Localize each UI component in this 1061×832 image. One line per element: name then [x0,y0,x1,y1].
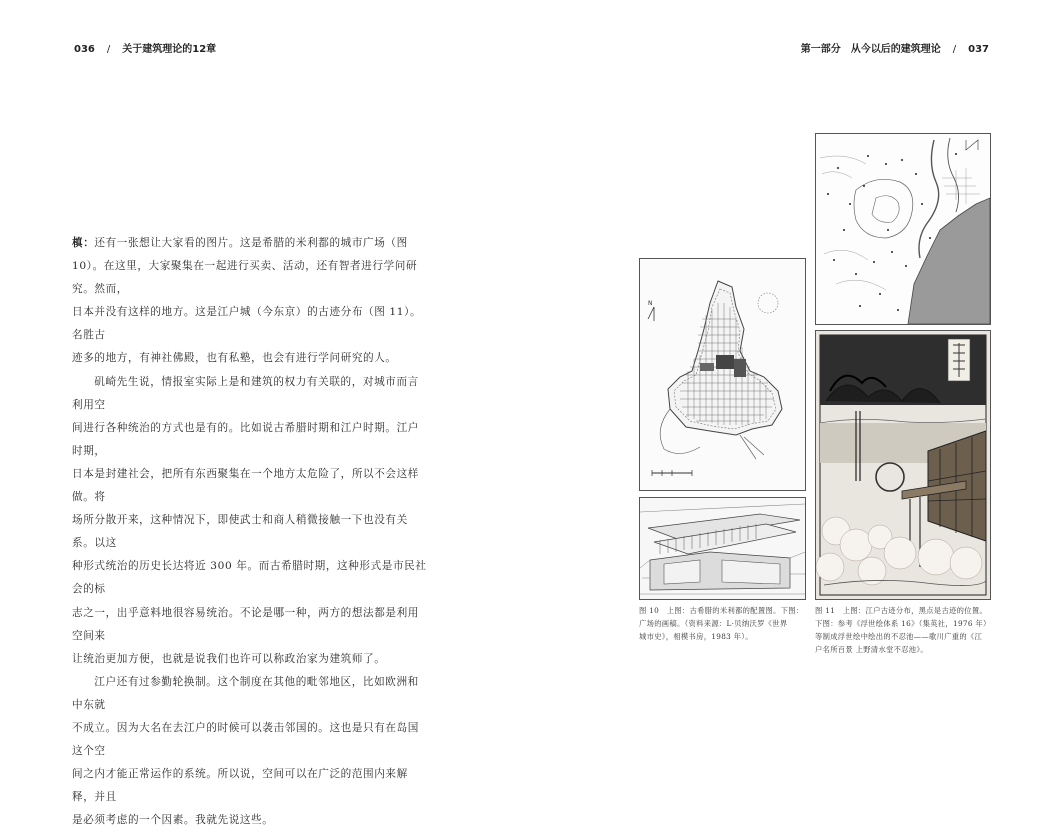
right-page-header [801,40,989,55]
text-line: 矶崎先生说，情报室实际上是和建筑的权力有关联的，对城市而言利用空 [72,375,419,411]
left-page-header [74,40,216,55]
figure-10-caption [639,604,807,643]
edo-sites-map-drawing [816,134,990,324]
text-line: 10）。在这里，大家聚集在一起进行买卖、活动，还有智者进行学问研究。然而， [72,260,418,296]
miletus-plan-figure [639,258,806,491]
text-line: 日本是封建社会，把所有东西聚集在一个地方太危险了，所以不会这样做。将 [72,467,420,504]
section-title: 第一部分 从今以后的建筑理论 [800,44,941,55]
agora-sketch-figure [639,497,806,600]
book-title: 关于建筑理论的12章 [122,44,217,55]
caption-line: 下图：参考《浮世绘体系 16》（集英社，1976 年） [815,619,991,628]
text-line: 迹多的地方，有神社佛殿，也有私塾，也会有进行学问研究的人。 [72,352,397,365]
text-line: 场所分散开来，这种情况下，即使武士和商人稍微接触一下也没有关系。以这 [72,514,408,550]
paragraph-3 [72,671,430,832]
edo-sites-map-figure [815,133,991,325]
caption-line: 等制成浮世绘中绘出的不忍池——歌川广重的《江 [815,632,983,641]
paragraph-1 [72,232,430,371]
body-text [72,232,430,832]
text-line: 不成立。因为大名在去江户的时候可以袭击邻国的。这也是只有在岛国这个空 [72,721,420,758]
text-line: 间进行各种统治的方式也是有的。比如说古希腊时期和江户时期。江户时期， [72,421,420,457]
text-line: 江户还有过参勤轮换制。这个制度在其他的毗邻地区，比如欧洲和中东就 [72,675,419,711]
text-line: 志之一，出乎意料地很容易统治。不论是哪一种，两方的想法都是利用空间来 [72,606,420,642]
caption-line: 图 10 上图：古希腊的米利都的配置图。下图： [639,606,804,615]
ukiyoe-print-drawing [816,331,990,599]
text-line: 间之内才能正常运作的系统。所以说，空间可以在广泛的范围内来解释，并且 [72,768,408,804]
caption-line: 城市史》，相模书房，1983 年）。 [639,632,753,641]
left-header-separator: / [106,44,111,55]
miletus-plan-drawing [640,259,805,490]
text-line: 让统治更加方便，也就是说我们也许可以称政治家为建筑师了。 [72,652,386,665]
agora-sketch-drawing [640,498,805,599]
svg-text:N: N [648,300,653,307]
figure-11-caption [815,604,991,656]
text-line: 还有一张想让大家看的图片。这是希腊的米利都的城市广场（图 [94,237,408,249]
text-line: 种形式统治的历史长达将近 300 年。而古希腊时期，这种形式是市民社会的标 [72,560,427,596]
caption-line: 户名所百景 上野清水堂不忍池》。 [815,645,928,654]
paragraph-2 [72,371,430,671]
speaker-label: 槙： [72,237,95,249]
caption-line: 广场的画稿。（资料来源：L·贝纳沃罗《世界 [639,619,788,628]
left-page-number: 036 [74,44,95,55]
text-line: 日本并没有这样的地方。这是江户城（今东京）的古迹分布（图 11）。名胜古 [72,306,422,342]
right-header-separator: / [952,44,957,55]
right-page-number: 037 [968,44,989,55]
ukiyoe-print-figure [815,330,991,600]
caption-line: 图 11 上图：江户古迹分布，黑点是古迹的位置。 [815,606,988,615]
text-line: 是必须考虑的一个因素。我就先说这些。 [72,814,274,827]
